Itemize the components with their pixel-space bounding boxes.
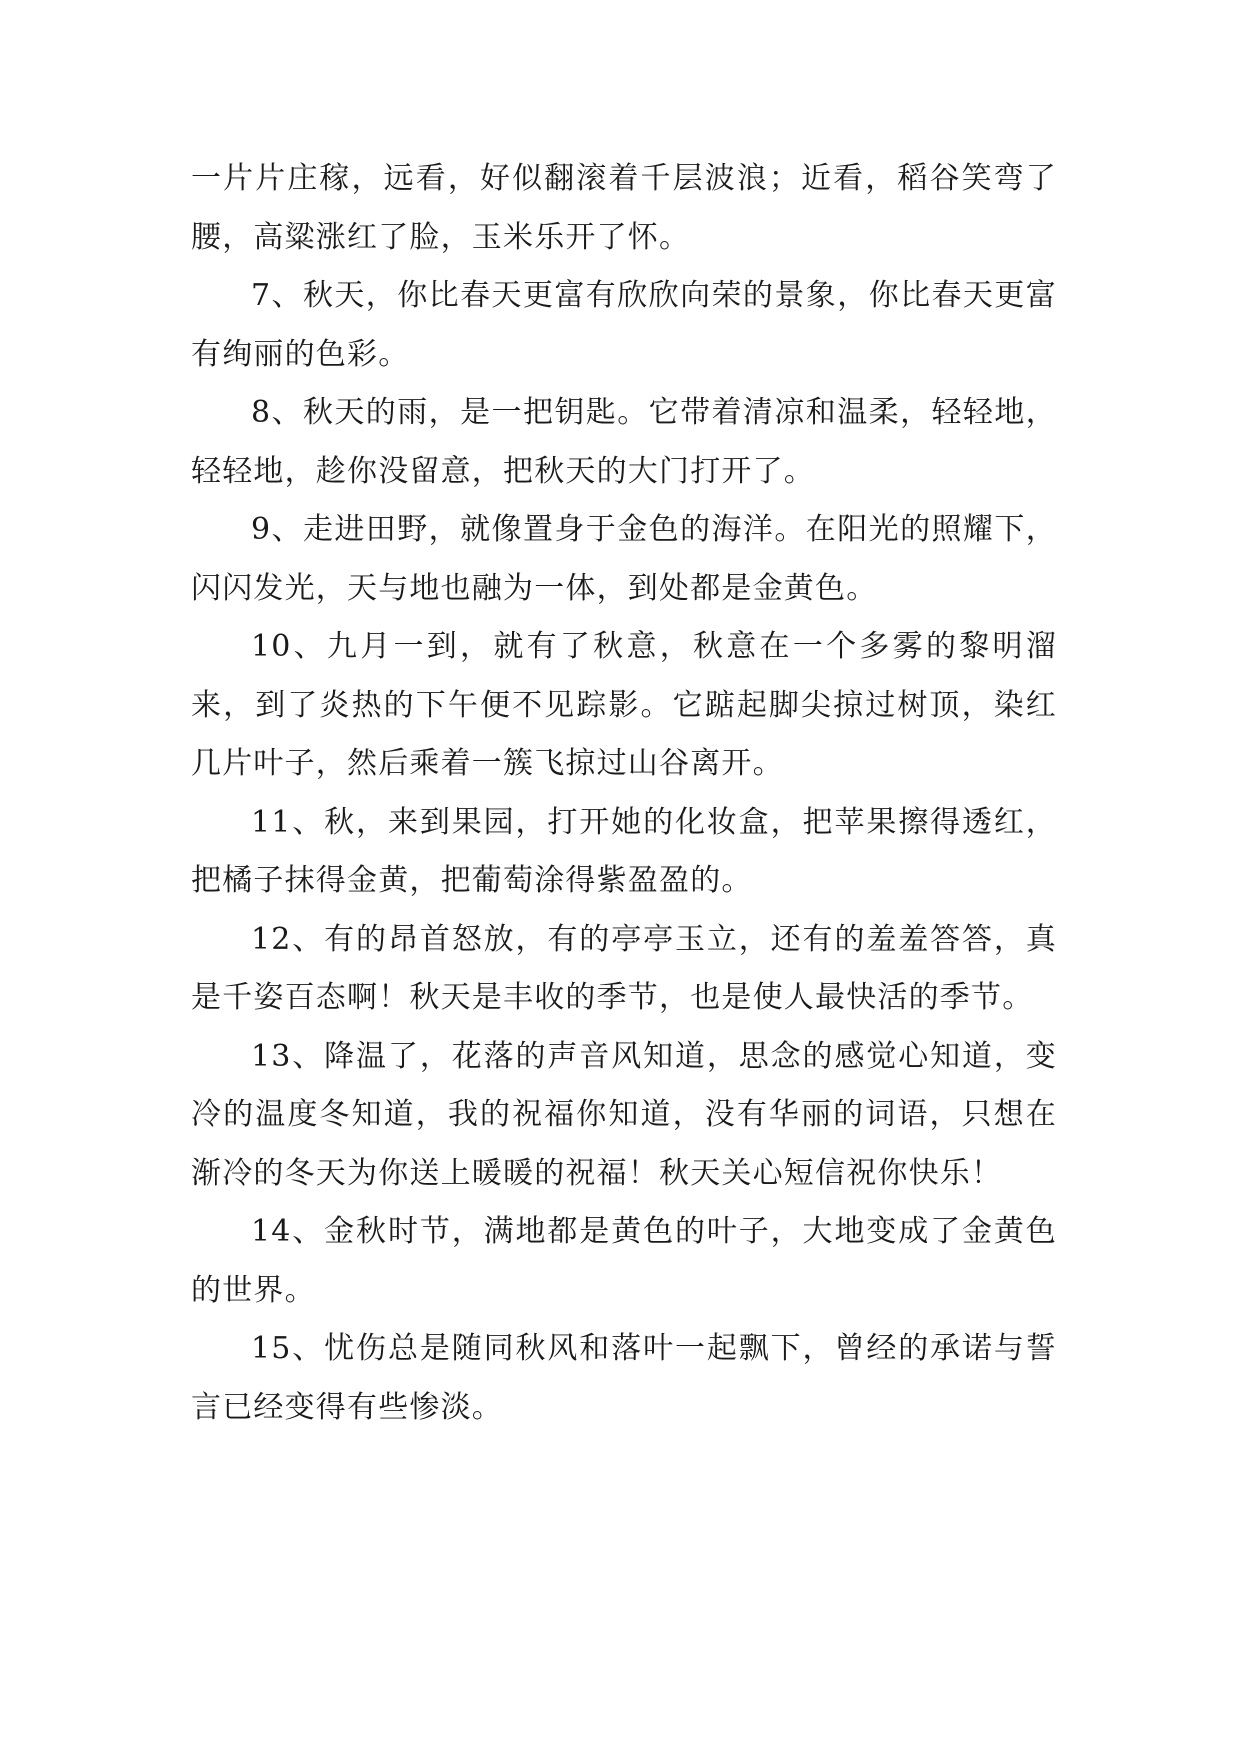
- document-page: [191, 150, 1057, 1437]
- paragraph-7: 7、秋天，你比春天更富有欣欣向荣的景象，你比春天更富有绚丽的色彩。: [191, 278, 1057, 372]
- paragraph-continued: 一片片庄稼，远看，好似翻滚着千层波浪；近看，稻谷笑弯了腰，高粱涨红了脸，玉米乐开了怀。: [191, 161, 1057, 255]
- paragraph-14: 14、金秋时节，满地都是黄色的叶子，大地变成了金黄色的世界。: [191, 1214, 1057, 1308]
- paragraph-12: 12、有的昂首怒放，有的亭亭玉立，还有的羞羞答答，真是千姿百态啊！秋天是丰收的季节，也是使人最快活的季节。: [191, 921, 1057, 1015]
- paragraph-8: 8、秋天的雨，是一把钥匙。它带着清凉和温柔，轻轻地，轻轻地，趁你没留意，把秋天的大门打开了。: [191, 395, 1057, 489]
- paragraph-9: 9、走进田野，就像置身于金色的海洋。在阳光的照耀下，闪闪发光，天与地也融为一体，到处都是金黄色。: [191, 512, 1057, 606]
- paragraph-10: 10、九月一到，就有了秋意，秋意在一个多雾的黎明溜来，到了炎热的下午便不见踪影。它踮起脚尖掠过树顶，染红几片叶子，然后乘着一簇飞掠过山谷离开。: [191, 629, 1057, 781]
- paragraph-13: 13、降温了，花落的声音风知道，思念的感觉心知道，变冷的温度冬知道，我的祝福你知道，没有华丽的词语，只想在渐冷的冬天为你送上暖暖的祝福！秋天关心短信祝你快乐！: [191, 1038, 1057, 1191]
- paragraph-11: 11、秋，来到果园，打开她的化妆盒，把苹果擦得透红，把橘子抹得金黄，把葡萄涂得紫盈盈的。: [191, 804, 1057, 898]
- paragraph-15: 15、忧伤总是随同秋风和落叶一起飘下，曾经的承诺与誓言已经变得有些惨淡。: [191, 1331, 1057, 1425]
